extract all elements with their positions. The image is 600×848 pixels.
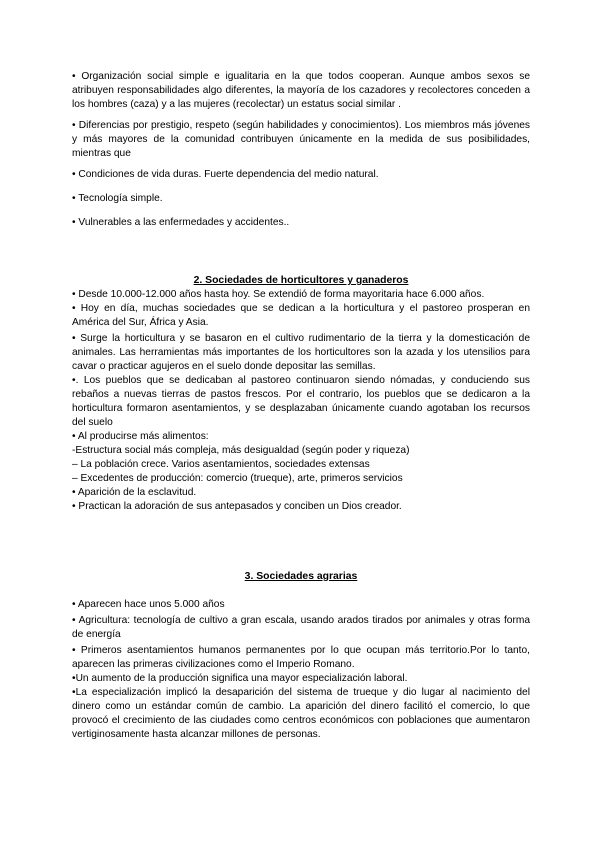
list-item: • Desde 10.000-12.000 años hasta hoy. Se extendió de forma mayoritaria hace 6.000 años. bbox=[72, 289, 485, 300]
list-item: • Al producirse más alimentos: bbox=[72, 431, 209, 442]
list-item: •. Los pueblos que se dedicaban al pastoreo continuaron siendo nómadas, y conduciendo sus rebaños a nuevas tierras de pastos frescos. Por el contrario, los pueblos que se dedicaron a la horticultura formaron asentamientos, y se desplazaban únicamente cuando agotaban los recursos del suelo bbox=[72, 375, 530, 428]
list-item: • Surge la horticultura y se basaron en el cultivo rudimentario de la tierra y la domesticación de animales. Las herramientas más importantes de los horticultores son la azada y los utensilios para cavar o practicar agujeros en el suelo donde depositar las semillas. bbox=[72, 333, 530, 372]
list-item: • Practican la adoración de sus antepasados y conciben un Dios creador. bbox=[72, 501, 402, 512]
list-item: • Aparecen hace unos 5.000 años bbox=[72, 599, 225, 610]
list-item: -Estructura social más compleja, más desigualdad (según poder y riqueza) bbox=[72, 445, 410, 456]
section-1 bbox=[72, 70, 530, 230]
list-item: • Aparición de la esclavitud. bbox=[72, 487, 197, 498]
section-3 bbox=[72, 570, 530, 742]
section-heading: 2. Sociedades de horticultores y ganaderos bbox=[193, 275, 409, 286]
section-heading: 3. Sociedades agrarias bbox=[244, 571, 358, 582]
list-item: • Agricultura: tecnología de cultivo a gran escala, usando arados tirados por animales y otras forma de energía bbox=[72, 615, 530, 640]
list-item: • Primeros asentamientos humanos permanentes por lo que ocupan más territorio.Por lo tanto, aparecen las primeras civilizaciones como el Imperio Romano. bbox=[72, 645, 530, 670]
section-2 bbox=[72, 274, 530, 514]
document-page bbox=[72, 70, 530, 742]
paragraph: • Organización social simple e igualitaria en la que todos cooperan. Aunque ambos sexos se atribuyen responsabilidades algo diferentes, la mayoría de los cazadores y recolectores conceden a los hombres (caza) y a las mujeres (recolectar) un estatus social similar . bbox=[72, 71, 530, 110]
paragraph: • Condiciones de vida duras. Fuerte dependencia del medio natural. bbox=[72, 169, 379, 180]
list-item: – Excedentes de producción: comercio (trueque), arte, primeros servicios bbox=[72, 473, 403, 484]
list-item: – La población crece. Varios asentamientos, sociedades extensas bbox=[72, 459, 370, 470]
paragraph: • Vulnerables a las enfermedades y accidentes.. bbox=[72, 217, 290, 228]
paragraph: • Tecnología simple. bbox=[72, 193, 163, 204]
list-item: •Un aumento de la producción significa una mayor especialización laboral. bbox=[72, 673, 408, 684]
paragraph: • Diferencias por prestigio, respeto (según habilidades y conocimientos). Los miembros más jóvenes y más mayores de la comunidad contribuyen únicamente en la medida de sus posibilidades, mientras que bbox=[72, 120, 530, 159]
list-item: • Hoy en día, muchas sociedades que se dedican a la horticultura y el pastoreo prosperan en América del Sur, África y Asia. bbox=[72, 303, 530, 328]
list-item: •La especialización implicó la desaparición del sistema de trueque y dio lugar al nacimiento del dinero como un estándar común de cambio. La aparición del dinero facilitó el comercio, lo que provocó el crecimiento de las ciudades como centros económicos con poblaciones que aumentaron vertiginosamente hasta alcanzar millones de personas. bbox=[72, 687, 530, 740]
